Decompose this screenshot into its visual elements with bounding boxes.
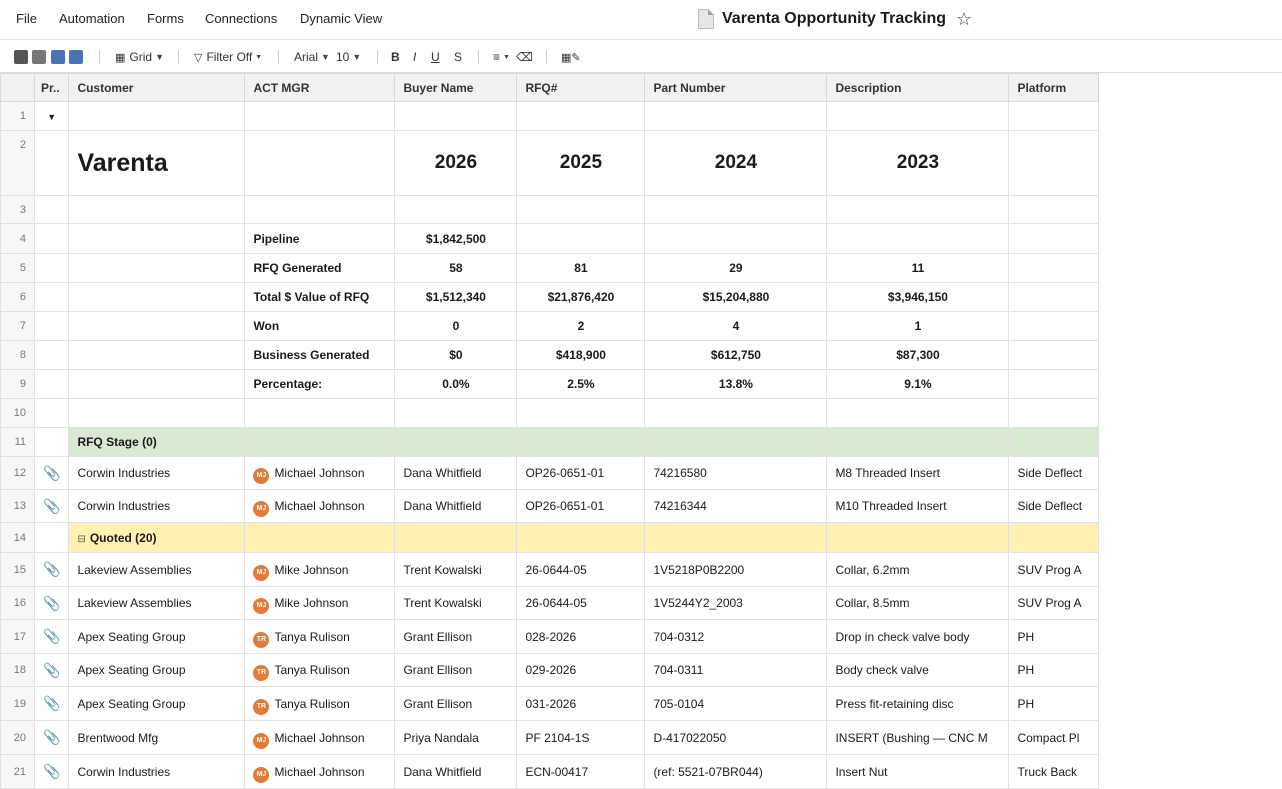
row-number[interactable]: 10 <box>1 399 35 428</box>
table-row <box>1 457 1099 490</box>
row-number[interactable]: 14 <box>1 523 35 553</box>
platform-cell[interactable]: SUV Prog A <box>1009 553 1099 587</box>
avatar: TR <box>253 632 269 648</box>
rfq-cell[interactable]: PF 2104-1S <box>517 721 645 755</box>
buyer-cell[interactable]: Priya Nandala <box>395 721 517 755</box>
customer-cell[interactable]: Lakeview Assemblies <box>69 553 245 587</box>
description-cell[interactable]: INSERT (Bushing — CNC M <box>827 721 1009 755</box>
column-header-part-number[interactable]: Part Number <box>645 74 827 102</box>
group-label[interactable]: ⊟ Quoted (20) <box>69 523 245 553</box>
avatar: TR <box>253 699 269 715</box>
buyer-cell[interactable]: Dana Whitfield <box>395 755 517 789</box>
metric-label[interactable]: Pipeline <box>245 224 395 254</box>
attachment-icon[interactable]: 📎 <box>35 620 69 654</box>
menu-dynamic-view[interactable]: Dynamic View <box>300 11 383 26</box>
buyer-cell[interactable]: Grant Ellison <box>395 687 517 721</box>
part-number-cell[interactable]: 704-0312 <box>645 620 827 654</box>
attachment-icon[interactable]: 📎 <box>35 587 69 620</box>
row-number[interactable]: 21 <box>1 755 35 789</box>
column-header-customer[interactable]: Customer <box>69 74 245 102</box>
font-size-select[interactable]: 10 ▼ <box>336 50 362 64</box>
print-icon[interactable] <box>32 48 46 66</box>
customer-cell[interactable]: Corwin Industries <box>69 490 245 523</box>
format-painter-icon[interactable]: ▦ ✎ <box>561 51 581 64</box>
metric-value[interactable]: $21,876,420 <box>517 283 645 312</box>
clear-format-icon[interactable]: ⌫ <box>516 50 533 64</box>
description-cell[interactable]: Press fit-retaining disc <box>827 687 1009 721</box>
year-2026[interactable]: 2026 <box>395 131 517 196</box>
table-row <box>1 721 1099 755</box>
act-mgr-cell[interactable]: TR Tanya Rulison <box>245 620 395 654</box>
avatar: MJ <box>253 501 269 517</box>
row-number[interactable]: 1 <box>1 102 35 131</box>
column-header-row <box>1 74 1099 102</box>
rfq-cell[interactable]: 26-0644-05 <box>517 553 645 587</box>
act-mgr-cell[interactable]: TR Tanya Rulison <box>245 687 395 721</box>
customer-cell[interactable]: Brentwood Mfg <box>69 721 245 755</box>
platform-cell[interactable]: Compact Pl <box>1009 721 1099 755</box>
avatar: MJ <box>253 733 269 749</box>
part-number-cell[interactable]: 1V5218P0B2200 <box>645 553 827 587</box>
buyer-cell[interactable]: Dana Whitfield <box>395 490 517 523</box>
row-number[interactable]: 17 <box>1 620 35 654</box>
metric-value[interactable] <box>645 224 827 254</box>
table-row <box>1 254 1099 283</box>
row-number[interactable]: 9 <box>1 370 35 399</box>
rfq-cell[interactable]: 031-2026 <box>517 687 645 721</box>
metric-value[interactable]: $1,512,340 <box>395 283 517 312</box>
row-number[interactable]: 3 <box>1 196 35 224</box>
chevron-down-icon: ▼ <box>352 52 362 62</box>
strikethrough-button[interactable]: S <box>454 50 463 64</box>
row-number[interactable]: 15 <box>1 553 35 587</box>
part-number-cell[interactable]: D-417022050 <box>645 721 827 755</box>
chevron-down-icon: ▼ <box>155 52 164 62</box>
row-number[interactable]: 13 <box>1 490 35 523</box>
metric-value[interactable]: $418,900 <box>517 341 645 370</box>
act-mgr-cell[interactable]: MJ Michael Johnson <box>245 721 395 755</box>
underline-button[interactable]: U <box>431 50 440 64</box>
act-mgr-cell[interactable]: MJ Michael Johnson <box>245 755 395 789</box>
row-dropdown[interactable] <box>35 102 69 131</box>
toolbar <box>0 41 1282 73</box>
customer-cell[interactable]: Apex Seating Group <box>69 687 245 721</box>
redo-icon[interactable] <box>69 48 83 66</box>
view-selector[interactable]: ▦ Grid ▼ <box>115 50 164 64</box>
metric-label[interactable]: Business Generated <box>245 341 395 370</box>
rfq-cell[interactable]: OP26-0651-01 <box>517 490 645 523</box>
menu-bar <box>0 0 1282 40</box>
align-icon: ≡ <box>493 50 501 64</box>
act-mgr-cell[interactable]: MJ Michael Johnson <box>245 490 395 523</box>
metric-value[interactable]: 0 <box>395 312 517 341</box>
rfq-cell[interactable]: 029-2026 <box>517 654 645 687</box>
part-number-cell[interactable]: 704-0311 <box>645 654 827 687</box>
platform-cell[interactable]: PH <box>1009 687 1099 721</box>
metric-label[interactable]: Percentage: <box>245 370 395 399</box>
filter-button[interactable]: ▽ Filter Off ▼ <box>194 50 263 64</box>
act-mgr-cell[interactable]: MJ Mike Johnson <box>245 553 395 587</box>
metric-value[interactable]: $87,300 <box>827 341 1009 370</box>
description-cell[interactable]: Collar, 6.2mm <box>827 553 1009 587</box>
act-mgr-cell[interactable]: TR Tanya Rulison <box>245 654 395 687</box>
attachment-icon[interactable]: 📎 <box>35 457 69 490</box>
metric-value[interactable]: 9.1% <box>827 370 1009 399</box>
description-cell[interactable]: Body check valve <box>827 654 1009 687</box>
row-number[interactable]: 16 <box>1 587 35 620</box>
metric-value[interactable]: 13.8% <box>645 370 827 399</box>
row-number[interactable]: 7 <box>1 312 35 341</box>
column-header-description[interactable]: Description <box>827 74 1009 102</box>
table-row <box>1 399 1099 428</box>
part-number-cell[interactable]: 705-0104 <box>645 687 827 721</box>
sheet-title[interactable]: Varenta Opportunity Tracking <box>722 10 947 27</box>
act-mgr-cell[interactable]: MJ Mike Johnson <box>245 587 395 620</box>
italic-button[interactable]: I <box>413 50 417 64</box>
sheet-title-area <box>698 8 972 30</box>
bold-button[interactable]: B <box>391 50 400 64</box>
collapse-icon[interactable]: ⊟ <box>77 533 86 545</box>
table-row <box>1 620 1099 654</box>
menu-file[interactable]: File <box>16 11 37 26</box>
caret-down-icon: ▼ <box>47 112 57 122</box>
metric-value[interactable]: 58 <box>395 254 517 283</box>
platform-cell[interactable]: Side Deflect <box>1009 490 1099 523</box>
part-number-cell[interactable]: 74216580 <box>645 457 827 490</box>
rfq-cell[interactable]: OP26-0651-01 <box>517 457 645 490</box>
description-cell[interactable]: Drop in check valve body <box>827 620 1009 654</box>
description-cell[interactable]: M10 Threaded Insert <box>827 490 1009 523</box>
avatar: MJ <box>253 468 269 484</box>
avatar: MJ <box>253 565 269 581</box>
metric-value[interactable]: 0.0% <box>395 370 517 399</box>
platform-cell[interactable]: PH <box>1009 620 1099 654</box>
buyer-cell[interactable]: Trent Kowalski <box>395 553 517 587</box>
platform-cell[interactable]: Truck Back <box>1009 755 1099 789</box>
column-header-primary[interactable]: Pr.. <box>35 74 69 102</box>
group-label[interactable]: RFQ Stage (0) <box>69 428 245 457</box>
sheet-file-icon <box>698 9 714 29</box>
undo-icon[interactable] <box>51 48 65 66</box>
part-number-cell[interactable]: (ref: 5521-07BR044) <box>645 755 827 789</box>
metric-value[interactable]: 11 <box>827 254 1009 283</box>
act-mgr-cell[interactable]: MJ Michael Johnson <box>245 457 395 490</box>
attachment-icon[interactable]: 📎 <box>35 654 69 687</box>
row-number[interactable]: 19 <box>1 687 35 721</box>
menu-automation[interactable]: Automation <box>59 11 125 26</box>
metric-value[interactable]: 2 <box>517 312 645 341</box>
customer-cell[interactable]: Lakeview Assemblies <box>69 587 245 620</box>
menu-forms[interactable]: Forms <box>147 11 184 26</box>
metric-value[interactable] <box>517 224 645 254</box>
metric-value[interactable]: $3,946,150 <box>827 283 1009 312</box>
avatar: MJ <box>253 598 269 614</box>
year-2024[interactable]: 2024 <box>645 131 827 196</box>
font-family-select[interactable]: Arial ▼ <box>294 50 330 64</box>
customer-cell[interactable]: Apex Seating Group <box>69 654 245 687</box>
table-row <box>1 490 1099 523</box>
metric-value[interactable]: 1 <box>827 312 1009 341</box>
metric-value[interactable]: $1,842,500 <box>395 224 517 254</box>
part-number-cell[interactable]: 74216344 <box>645 490 827 523</box>
buyer-cell[interactable]: Grant Ellison <box>395 654 517 687</box>
row-number[interactable]: 20 <box>1 721 35 755</box>
avatar: TR <box>253 665 269 681</box>
corner-cell[interactable] <box>1 74 35 102</box>
row-number[interactable]: 18 <box>1 654 35 687</box>
description-cell[interactable]: M8 Threaded Insert <box>827 457 1009 490</box>
align-button[interactable] <box>493 48 510 66</box>
grid-view-icon: ▦ <box>115 51 126 64</box>
column-header-buyer-name[interactable]: Buyer Name <box>395 74 517 102</box>
table-row <box>1 587 1099 620</box>
metric-value[interactable] <box>827 224 1009 254</box>
metric-label[interactable]: RFQ Generated <box>245 254 395 283</box>
description-cell[interactable]: Collar, 8.5mm <box>827 587 1009 620</box>
chevron-down-icon: ▼ <box>503 53 510 61</box>
metric-value[interactable]: 81 <box>517 254 645 283</box>
metric-value[interactable]: 4 <box>645 312 827 341</box>
menu-connections[interactable]: Connections <box>205 11 278 26</box>
table-row <box>1 370 1099 399</box>
rfq-cell[interactable]: 26-0644-05 <box>517 587 645 620</box>
row-number[interactable]: 11 <box>1 428 35 457</box>
table-row <box>1 283 1099 312</box>
filter-icon: ▽ <box>194 51 203 64</box>
column-header-rfq[interactable]: RFQ# <box>517 74 645 102</box>
table-row <box>1 755 1099 789</box>
platform-cell[interactable]: PH <box>1009 654 1099 687</box>
part-number-cell[interactable]: 1V5244Y2_2003 <box>645 587 827 620</box>
attachment-icon[interactable]: 📎 <box>35 687 69 721</box>
row-number[interactable]: 2 <box>1 131 35 196</box>
sheet-grid <box>0 73 1099 789</box>
chevron-down-icon: ▼ <box>255 53 263 61</box>
attachment-icon[interactable]: 📎 <box>35 490 69 523</box>
group-row-rfq-stage <box>1 428 1099 457</box>
table-row <box>1 341 1099 370</box>
buyer-cell[interactable]: Dana Whitfield <box>395 457 517 490</box>
row-number[interactable]: 8 <box>1 341 35 370</box>
table-row <box>1 654 1099 687</box>
metric-value[interactable]: $15,204,880 <box>645 283 827 312</box>
buyer-cell[interactable]: Trent Kowalski <box>395 587 517 620</box>
attachment-icon[interactable]: 📎 <box>35 755 69 789</box>
row-number[interactable]: 12 <box>1 457 35 490</box>
row-number[interactable]: 4 <box>1 224 35 254</box>
table-row <box>1 196 1099 224</box>
customer-cell[interactable]: Corwin Industries <box>69 457 245 490</box>
description-cell[interactable]: Insert Nut <box>827 755 1009 789</box>
row-number[interactable]: 6 <box>1 283 35 312</box>
favorite-star-icon[interactable]: ☆ <box>956 8 973 29</box>
customer-cell[interactable]: Apex Seating Group <box>69 620 245 654</box>
metric-label[interactable]: Total $ Value of RFQ <box>245 283 395 312</box>
grid-table <box>0 73 1099 789</box>
save-icon[interactable] <box>14 48 28 66</box>
company-title[interactable]: Varenta <box>69 131 245 196</box>
year-2023[interactable]: 2023 <box>827 131 1009 196</box>
row-number[interactable]: 5 <box>1 254 35 283</box>
metric-value[interactable]: 2.5% <box>517 370 645 399</box>
table-row <box>1 131 1099 196</box>
attachment-icon[interactable]: 📎 <box>35 553 69 587</box>
table-row <box>1 687 1099 721</box>
group-row-quoted <box>1 523 1099 553</box>
table-row <box>1 553 1099 587</box>
table-row <box>1 312 1099 341</box>
table-row <box>1 102 1099 131</box>
platform-cell[interactable]: Side Deflect <box>1009 457 1099 490</box>
rfq-cell[interactable]: 028-2026 <box>517 620 645 654</box>
chevron-down-icon: ▼ <box>321 52 330 62</box>
customer-cell[interactable]: Corwin Industries <box>69 755 245 789</box>
rfq-cell[interactable]: ECN-00417 <box>517 755 645 789</box>
metric-value[interactable]: $0 <box>395 341 517 370</box>
year-2025[interactable]: 2025 <box>517 131 645 196</box>
metric-value[interactable]: $612,750 <box>645 341 827 370</box>
metric-value[interactable]: 29 <box>645 254 827 283</box>
column-header-platform[interactable]: Platform <box>1009 74 1099 102</box>
buyer-cell[interactable]: Grant Ellison <box>395 620 517 654</box>
platform-cell[interactable]: SUV Prog A <box>1009 587 1099 620</box>
metric-label[interactable]: Won <box>245 312 395 341</box>
column-header-act-mgr[interactable]: ACT MGR <box>245 74 395 102</box>
table-row <box>1 224 1099 254</box>
attachment-icon[interactable]: 📎 <box>35 721 69 755</box>
avatar: MJ <box>253 767 269 783</box>
